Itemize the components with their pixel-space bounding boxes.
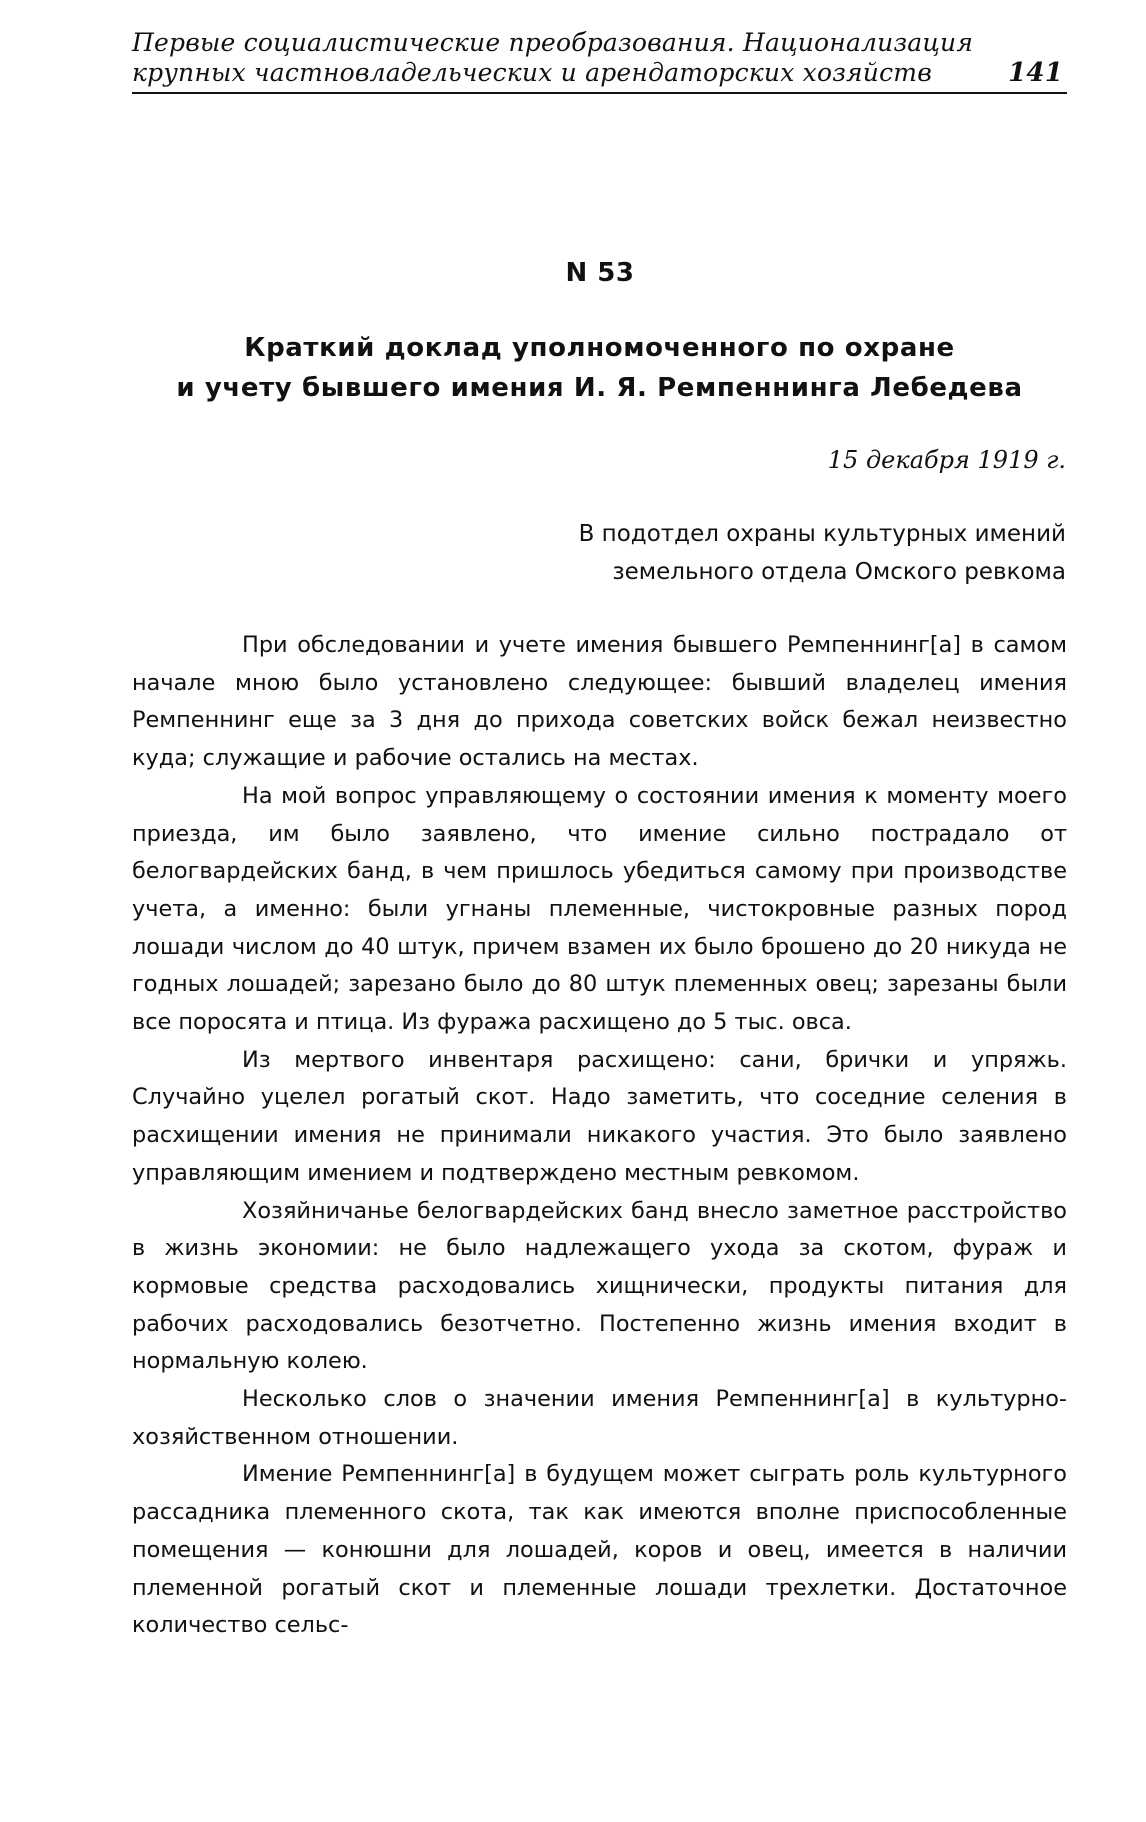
addressee [579, 515, 1066, 591]
running-header-line-2-row [132, 58, 1067, 88]
body-text [132, 627, 1067, 1645]
running-header-line-2: крупных частновладельческих и арендаторских хозяйств [132, 58, 932, 87]
addressee-line-2: земельного отдела Омского ревкома [612, 559, 1066, 585]
paragraph-4: Хозяйничанье белогвардейских банд внесло заметное расстройство в жизнь экономии: не было надлежащего ухода за скотом, фураж и кормовые средства расходовались хищнически, продукты питания для рабочих расходовались безотчетно. Постепенно жизнь имения входит в нормальную колею. [132, 1197, 1067, 1375]
paragraph-6: Имение Ремпеннинг[а] в будущем может сыграть роль культурного рассадника племенного скота, так как имеются вполне приспособленные помещения — конюшни для лошадей, коров и овец, имеется в наличии племенной рогатый скот и племенные лошади трехлетки. Достаточное количество сельс- [132, 1461, 1067, 1639]
page-number: 141 [1008, 58, 1063, 88]
paragraph-2: На мой вопрос управляющему о состоянии имения к моменту моего приезда, им было заявлено, что имение сильно пострадало от белогвардейских банд, в чем пришлось убедиться самому при производстве учета, а именно: были угнаны племенные, чистокровные разных пород лошади числом до 40 штук, причем взамен их было брошено до 20 никуда не годных лошадей; зарезано было до 80 штук племенных овец; зарезаны были все поросята и птица. Из фуража расхищено до 5 тыс. овса. [132, 782, 1067, 1036]
document-title-line-1: Краткий доклад уполномоченного по охране [244, 333, 955, 363]
addressee-line-1: В подотдел охраны культурных имений [578, 521, 1066, 547]
document-title-line-2: и учету бывшего имения И. Я. Ремпеннинга Лебедева [176, 373, 1023, 403]
paragraph-5: Несколько слов о значении имения Ремпеннинг[а] в культурно-хозяйственном отношении. [132, 1386, 1067, 1450]
document-number: N 53 [565, 258, 635, 288]
running-header-line-1: Первые социалистические преобразования. Национализация [132, 28, 974, 57]
document-date: 15 декабря 1919 г. [827, 446, 1066, 474]
document-title [132, 328, 1067, 408]
running-header [132, 28, 1067, 94]
paragraph-3: Из мертвого инвентаря расхищено: сани, брички и упряжь. Случайно уцелел рогатый скот. Надо заметить, что соседние селения в расхищении имения не принимали никакого участия. Это было заявлено управляющим имением и подтверждено местным ревкомом. [132, 1046, 1067, 1186]
paragraph-1: При обследовании и учете имения бывшего Ремпеннинг[а] в самом начале мною было установлено следующее: бывший владелец имения Ремпеннинг еще за 3 дня до прихода советских войск бежал неизвестно куда; служащие и рабочие остались на местах. [132, 632, 1067, 772]
